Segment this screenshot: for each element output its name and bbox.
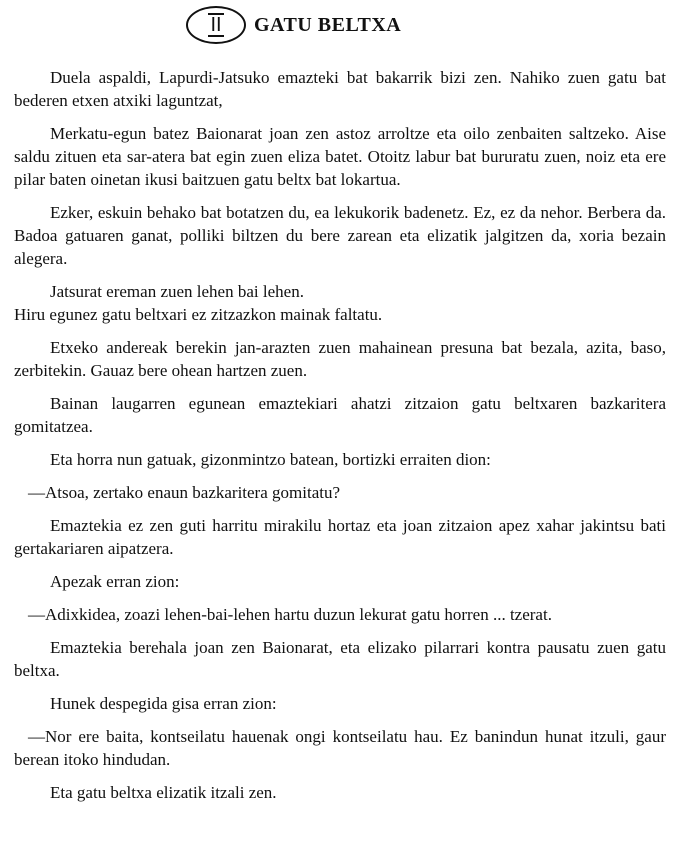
paragraph: Merkatu-egun batez Baionarat joan zen astoz arroltze eta oilo zenbaiten saltzeko. Aise saldu zituen eta sar-atera bat egin zuen eliza batet. Otoitz labur bat bururatu zuen, noiz eta ere pilar baten oinetan ikusi baitzuen gatu beltx bat lokartua.	[14, 124, 666, 189]
paragraph: Eta gatu beltxa elizatik itzali zen.	[50, 783, 277, 802]
paragraph: Emaztekia ez zen guti harritu mirakilu hortaz eta joan zitzaion apez xahar jakintsu bati gertakariaren aipatzera.	[14, 516, 666, 558]
dialog-line: —Adixkidea, zoazi lehen-bai-lehen hartu duzun lekurat gatu horren ... tzerat.	[28, 605, 552, 624]
paragraph: Etxeko andereak berekin jan-arazten zuen mahainean presuna bat bezala, azita, baso, zerbitekin. Gauaz bere ohean hartzen zuen.	[14, 338, 666, 380]
paragraph: Jatsurat ereman zuen lehen bai lehen. Hiru egunez gatu beltxari ez zitzazkon mainak faltatu.	[14, 282, 383, 324]
paragraph: Hunek despegida gisa erran zion:	[50, 694, 277, 713]
dialog-line: —Atsoa, zertako enaun bazkaritera gomitatu?	[28, 483, 341, 502]
paragraph: Bainan laugarren egunean emaztekiari ahatzi zitzaion gatu beltxaren bazkaritera gomitatzea.	[14, 394, 666, 436]
paragraph: Ezker, eskuin behako bat botatzen du, ea lekukorik badenetz. Ez, ez da nehor. Berbera da. Badoa gatuaren ganat, polliki biltzen du bere zarean eta elizatik jalgitzen da, xoria bezain alegera.	[14, 203, 666, 268]
paragraph: Apezak erran zion:	[50, 572, 180, 591]
paragraph: Duela aspaldi, Lapurdi-Jatsuko emazteki bat bakarrik bizi zen. Nahiko zuen gatu bat bederen etxen atxiki laguntzat,	[14, 68, 666, 110]
dialog-line: —Nor ere baita, kontseilatu hauenak ongi kontseilatu hau. Ez banindun hunat itzuli, gaur berean itoko hindudan.	[14, 727, 666, 769]
chapter-number: II	[210, 14, 222, 36]
story-text	[14, 66, 666, 804]
paragraph: Emaztekia berehala joan zen Baionarat, eta elizako pilarrari kontra pausatu zuen gatu beltxa.	[14, 638, 666, 680]
title-block	[186, 6, 401, 44]
page-title: GATU BELTXA	[254, 13, 402, 36]
chapter-number-mark	[186, 6, 246, 44]
paragraph: Eta horra nun gatuak, gizonmintzo batean, bortizki erraiten dion:	[50, 450, 491, 469]
